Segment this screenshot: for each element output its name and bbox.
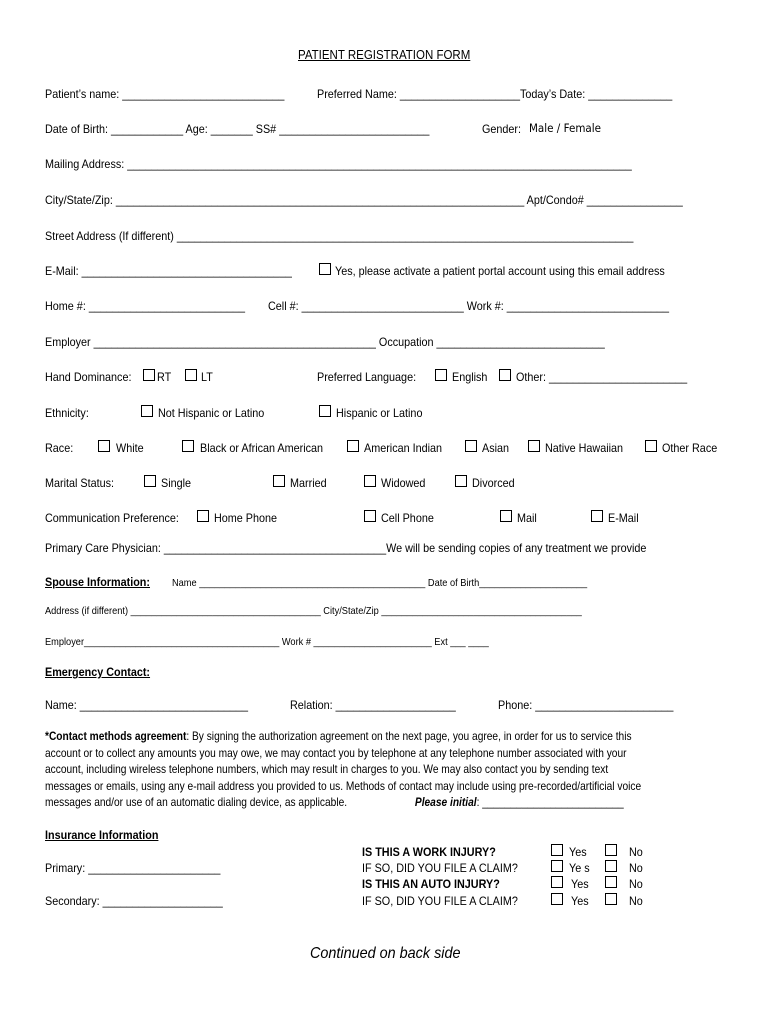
gender-options[interactable]: Male / Female: [529, 121, 602, 135]
street-address-field[interactable]: Street Address (If different) ____________________________________________________________________________: [45, 229, 634, 243]
comm-email-label: E-Mail: [608, 511, 639, 525]
primary-insurance-field[interactable]: Primary: ______________________: [45, 861, 221, 875]
work-claim-question: IF SO, DID YOU FILE A CLAIM?: [362, 861, 518, 875]
spouse-name-dob-field[interactable]: Name ____________________________________________ Date of Birth_____________________: [172, 577, 588, 589]
preferred-language-label: Preferred Language:: [317, 370, 417, 384]
married-label: Married: [290, 476, 327, 490]
ethnicity-label: Ethnicity:: [45, 406, 89, 420]
portal-checkbox[interactable]: [319, 263, 331, 275]
lt-label: LT: [201, 370, 213, 384]
comm-home-phone-checkbox[interactable]: [197, 510, 209, 522]
work-claim-no-label: No: [629, 861, 643, 875]
comm-cell-phone-checkbox[interactable]: [364, 510, 376, 522]
married-checkbox[interactable]: [273, 475, 285, 487]
race-label: Race:: [45, 441, 74, 455]
spouse-heading: Spouse Information:: [45, 575, 151, 589]
agreement-line-4: messages or emails, using any e-mail address you provided to us. Methods of contact may include using pre-recorded/artificial voice: [45, 778, 642, 793]
contact-agreement-paragraph: [45, 728, 723, 811]
comm-mail-checkbox[interactable]: [500, 510, 512, 522]
asian-label: Asian: [482, 441, 510, 455]
hand-dominance-label: Hand Dominance:: [45, 370, 132, 384]
native-hawaiian-label: Native Hawaiian: [545, 441, 624, 455]
auto-claim-yes-label: Yes: [571, 894, 589, 908]
auto-claim-yes-checkbox[interactable]: [551, 893, 563, 905]
work-injury-yes-label: Yes: [569, 845, 587, 859]
insurance-heading: Insurance Information: [45, 828, 159, 842]
auto-injury-no-checkbox[interactable]: [605, 876, 617, 888]
form-title: PATIENT REGISTRATION FORM: [298, 48, 471, 62]
communication-label: Communication Preference:: [45, 511, 179, 525]
spouse-employer-field[interactable]: Employer______________________________________ Work # _______________________ Ext ___ ____: [45, 636, 489, 648]
mailing-address-field[interactable]: Mailing Address: ____________________________________________________________________________________: [45, 157, 632, 171]
work-injury-yes-checkbox[interactable]: [551, 844, 563, 856]
emergency-relation-field[interactable]: Relation: ____________________: [290, 698, 456, 712]
black-checkbox[interactable]: [182, 440, 194, 452]
home-phone-field[interactable]: Home #: __________________________: [45, 299, 245, 313]
agreement-line-5: [45, 794, 723, 811]
emergency-phone-field[interactable]: Phone: _______________________: [498, 698, 674, 712]
preferred-name-date-field[interactable]: Preferred Name: ____________________Today’s Date: ______________: [317, 87, 673, 101]
continued-footer: Continued on back side: [310, 945, 461, 962]
english-checkbox[interactable]: [435, 369, 447, 381]
auto-injury-yes-label: Yes: [571, 877, 589, 891]
emergency-name-field[interactable]: Name: ____________________________: [45, 698, 248, 712]
emergency-heading: Emergency Contact:: [45, 665, 151, 679]
english-label: English: [452, 370, 488, 384]
gender-label: Gender:: [482, 122, 522, 136]
comm-email-checkbox[interactable]: [591, 510, 603, 522]
work-injury-no-label: No: [629, 845, 643, 859]
work-injury-question: IS THIS A WORK INJURY?: [362, 845, 496, 859]
email-field[interactable]: E-Mail: ___________________________________: [45, 264, 292, 278]
work-injury-no-checkbox[interactable]: [605, 844, 617, 856]
hispanic-label: Hispanic or Latino: [336, 406, 423, 420]
rt-checkbox[interactable]: [143, 369, 155, 381]
auto-claim-no-checkbox[interactable]: [605, 893, 617, 905]
auto-claim-no-label: No: [629, 894, 643, 908]
auto-claim-question: IF SO, DID YOU FILE A CLAIM?: [362, 894, 518, 908]
city-state-zip-field[interactable]: City/State/Zip: ____________________________________________________________________ Apt/Condo# ________________: [45, 193, 683, 207]
agreement-lead: *Contact methods agreement: [45, 729, 187, 743]
auto-injury-yes-checkbox[interactable]: [551, 876, 563, 888]
agreement-line-1-text: : By signing the authorization agreement on the next page, you agree, in order for us to service this: [186, 729, 632, 743]
not-hispanic-checkbox[interactable]: [141, 405, 153, 417]
black-label: Black or African American: [200, 441, 324, 455]
work-claim-no-checkbox[interactable]: [605, 860, 617, 872]
widowed-checkbox[interactable]: [364, 475, 376, 487]
agreement-line-5-text: messages and/or use of an automatic dialing device, as applicable.: [45, 795, 348, 809]
rt-label: RT: [157, 370, 172, 384]
asian-checkbox[interactable]: [465, 440, 477, 452]
white-checkbox[interactable]: [98, 440, 110, 452]
agreement-line-3: account, including wireless telephone numbers, which may result in charges to you. We may also contact you by sending text: [45, 762, 609, 776]
auto-injury-no-label: No: [629, 877, 643, 891]
divorced-label: Divorced: [472, 476, 515, 490]
marital-status-label: Marital Status:: [45, 476, 115, 490]
patient-name-field[interactable]: Patient’s name: ___________________________: [45, 87, 285, 101]
work-claim-yes-checkbox[interactable]: [551, 860, 563, 872]
other-language-checkbox[interactable]: [499, 369, 511, 381]
other-language-field[interactable]: Other: _______________________: [516, 370, 688, 384]
lt-checkbox[interactable]: [185, 369, 197, 381]
please-initial-label: Please initial: [414, 795, 477, 809]
not-hispanic-label: Not Hispanic or Latino: [158, 406, 265, 420]
hispanic-checkbox[interactable]: [319, 405, 331, 417]
portal-label: Yes, please activate a patient portal account using this email address: [335, 264, 665, 278]
agreement-line-2: account or to collect any amounts you may owe, we may contact you by telephone at any telephone number associated with your: [45, 745, 627, 760]
native-hawaiian-checkbox[interactable]: [528, 440, 540, 452]
american-indian-checkbox[interactable]: [347, 440, 359, 452]
agreement-line-1: [45, 728, 723, 745]
other-race-checkbox[interactable]: [645, 440, 657, 452]
spouse-address-field[interactable]: Address (if different) _____________________________________ City/State/Zip _______________________________________: [45, 605, 582, 617]
dob-age-ssn-field[interactable]: Date of Birth: ____________ Age: _______ SS# _________________________: [45, 122, 430, 136]
secondary-insurance-field[interactable]: Secondary: ____________________: [45, 894, 223, 908]
other-race-label: Other Race: [662, 441, 718, 455]
comm-home-phone-label: Home Phone: [214, 511, 278, 525]
widowed-label: Widowed: [381, 476, 426, 490]
initial-field[interactable]: : _________________________: [476, 795, 624, 809]
auto-injury-question: IS THIS AN AUTO INJURY?: [362, 877, 500, 891]
employer-occupation-field[interactable]: Employer _______________________________________________ Occupation ____________________________: [45, 335, 605, 349]
white-label: White: [116, 441, 144, 455]
divorced-checkbox[interactable]: [455, 475, 467, 487]
single-label: Single: [161, 476, 192, 490]
work-claim-yes-label: Ye s: [569, 861, 590, 875]
primary-care-physician-field[interactable]: Primary Care Physician: _____________________________________We will be sending copies of any treatment we provide: [45, 541, 647, 555]
single-checkbox[interactable]: [144, 475, 156, 487]
comm-mail-label: Mail: [517, 511, 537, 525]
cell-work-phone-field[interactable]: Cell #: ___________________________ Work #: ___________________________: [268, 299, 669, 313]
comm-cell-phone-label: Cell Phone: [381, 511, 434, 525]
american-indian-label: American Indian: [364, 441, 443, 455]
